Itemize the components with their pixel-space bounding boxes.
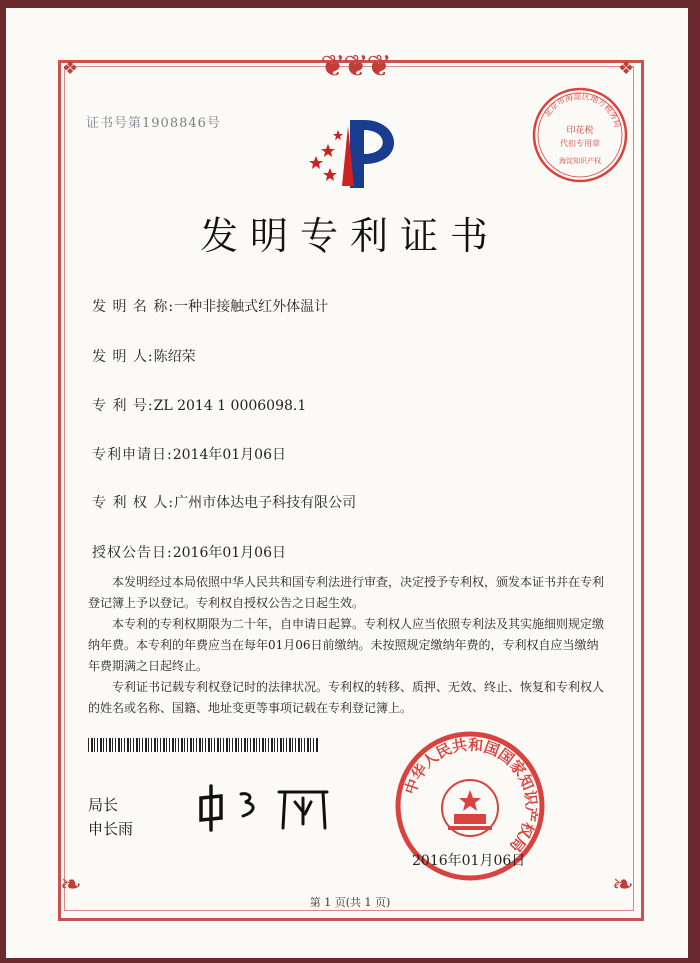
seal-date: 2016年01月06日 [412, 853, 526, 869]
invention-name-value: 一种非接触式红外体温计 [174, 299, 329, 315]
certificate-number: 证书号第1908846号 [86, 116, 221, 131]
tax-stamp-bottom-text: 海淀知识产权 [559, 157, 601, 165]
body-text [88, 572, 608, 719]
certificate-title: 发明专利证书 [199, 214, 500, 258]
grant-date-label: 授权公告日: [92, 545, 173, 561]
corner-ornament-icon: ❧ [612, 870, 634, 900]
handwritten-signature [195, 782, 345, 834]
director-name: 申长雨 [88, 820, 134, 838]
body-paragraph: 本发明经过本局依照中华人民共和国专利法进行审查，决定授予专利权，颁发本证书并在专利登记簿上予以登记。专利权自授权公告之日起生效。 [88, 575, 605, 610]
body-paragraph: 专利证书记载专利权登记时的法律状况。专利权的转移、质押、无效、终止、恢复和专利权人的姓名或名称、国籍、地址变更等事项记载在专利登记簿上。 [88, 680, 605, 715]
corner-ornament-icon: ❖ [618, 58, 635, 79]
inventor-value: 陈绍荣 [153, 349, 196, 365]
patentee-label: 专 利 权 人: [92, 495, 175, 511]
body-paragraph: 本专利的专利权期限为二十年，自申请日起算。专利权人应当依照专利法及其实施细则规定缴纳年费。本专利的年费应当在每年01月06日前缴纳。未按照规定缴纳年费的，专利权自应当缴纳年费期满之日起终止。 [88, 617, 605, 673]
barcode [88, 738, 318, 752]
field-patentee [92, 492, 356, 512]
tax-stamp [530, 85, 630, 185]
director-title: 局长 [88, 796, 119, 814]
patent-number-label: 专 利 号: [92, 398, 154, 414]
invention-name-label: 发 明 名 称: [92, 299, 175, 315]
top-ornament-icon: ❦❦❦ [320, 49, 390, 84]
grant-date-value: 2016年01月06日 [172, 545, 286, 561]
field-inventor [92, 346, 196, 366]
decorative-inner-border [64, 66, 634, 911]
field-invention-name [92, 296, 328, 316]
tax-stamp-ring-text: 北京市海淀区地方税务局 [542, 91, 623, 129]
tax-stamp-line2: 代扣专用章 [560, 139, 600, 148]
field-patent-number [92, 395, 306, 415]
filing-date-value: 2014年01月06日 [172, 447, 286, 463]
page-number: 第 1 页(共 1 页) [309, 896, 391, 909]
inventor-label: 发 明 人: [92, 349, 154, 365]
field-grant-date [92, 542, 286, 562]
patentee-value: 广州市体达电子科技有限公司 [174, 495, 357, 511]
field-filing-date [92, 444, 286, 464]
patent-number-value: ZL 2014 1 0006098.1 [153, 398, 307, 414]
corner-ornament-icon: ❖ [62, 58, 79, 79]
seal-ring-text: 中华人民共和国国家知识产权局 [401, 735, 541, 856]
tax-stamp-line1: 印花税 [566, 126, 594, 136]
corner-ornament-icon: ❧ [60, 870, 82, 900]
patent-office-logo-icon [302, 112, 412, 192]
filing-date-label: 专利申请日: [92, 447, 173, 463]
